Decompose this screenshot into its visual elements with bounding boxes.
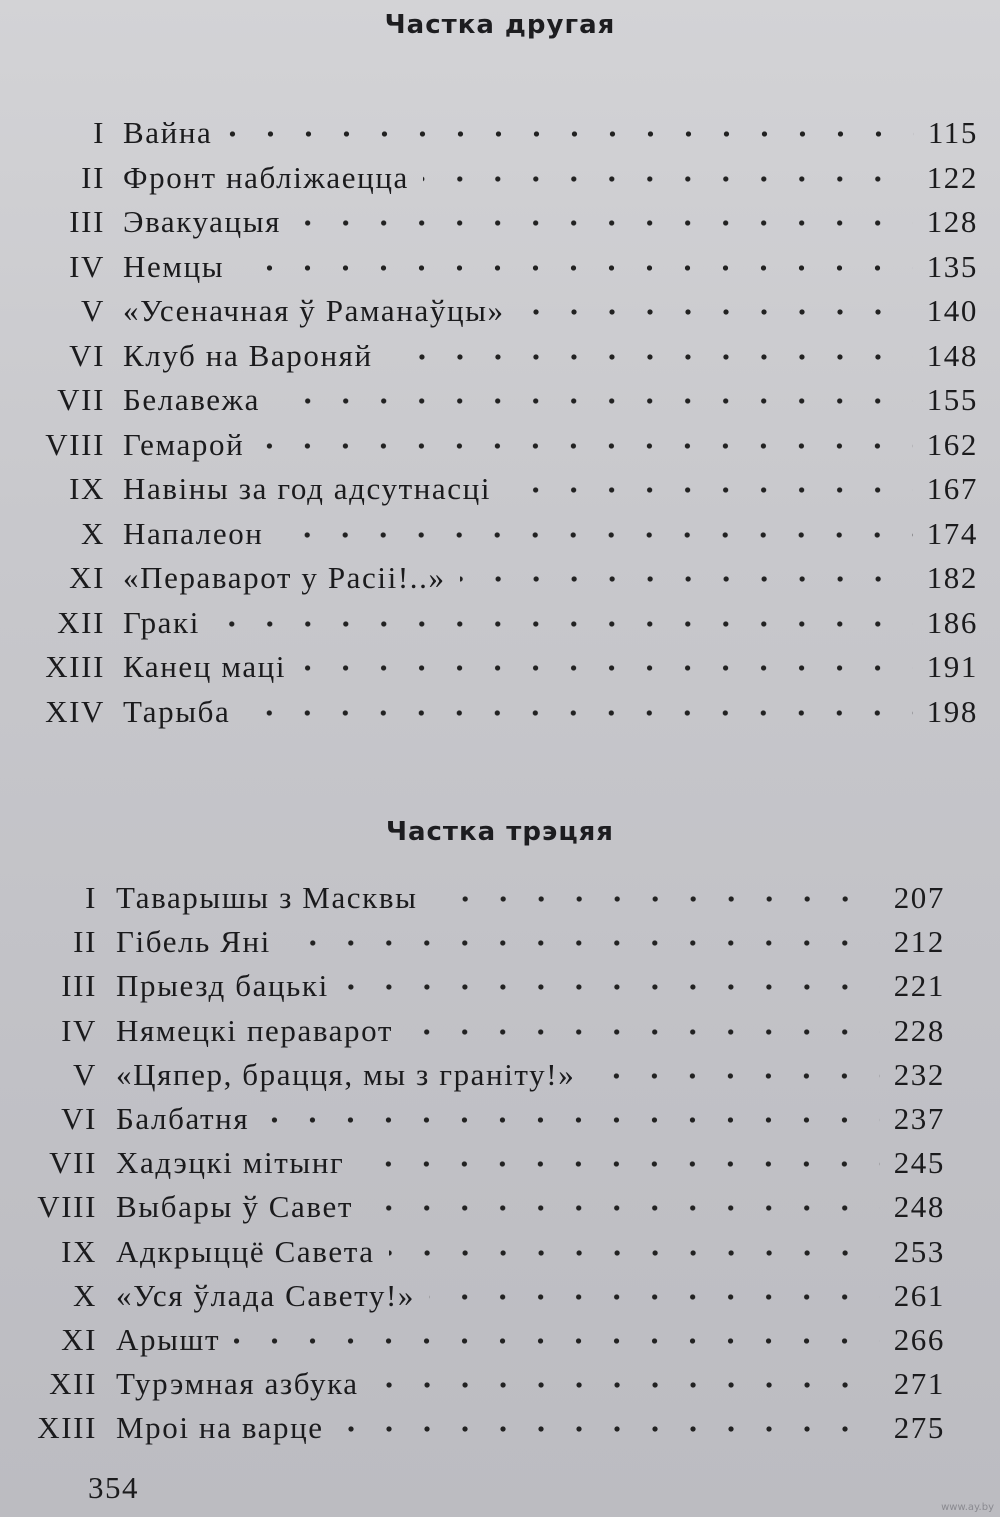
page-number: 221 <box>893 968 945 1004</box>
toc-entry <box>0 649 1000 694</box>
page-number: 245 <box>893 1145 945 1181</box>
page-number: 191 <box>926 649 978 684</box>
toc-entry <box>0 1101 1000 1145</box>
toc-entry <box>0 1410 1000 1454</box>
page-number: 155 <box>926 382 978 417</box>
chapter-number: VII <box>57 382 105 417</box>
page-number: 232 <box>893 1056 945 1092</box>
toc-entry <box>0 880 1000 924</box>
chapter-number: V <box>73 1056 97 1092</box>
page-number: 148 <box>926 337 978 373</box>
dot-leader <box>285 940 880 946</box>
chapter-number: VIII <box>45 426 105 462</box>
page-number: 275 <box>893 1410 945 1446</box>
chapter-number: VI <box>69 337 105 373</box>
page-number: 207 <box>893 880 945 915</box>
page-number: 228 <box>893 1012 945 1048</box>
page-number: 186 <box>926 604 978 640</box>
chapter-title: Балбатня <box>116 1100 250 1136</box>
dot-leader <box>373 1382 880 1388</box>
chapter-title: Белавежа <box>123 382 260 417</box>
page-number: 253 <box>893 1233 945 1269</box>
dot-leader <box>519 309 913 315</box>
page-number: 182 <box>926 560 978 595</box>
dot-leader <box>263 1117 879 1123</box>
chapter-title: Вайна <box>123 115 213 150</box>
toc-entry <box>0 338 1000 383</box>
part-two-heading: Частка другая <box>384 10 616 40</box>
dot-leader <box>338 1426 880 1432</box>
watermark: www.ay.by <box>941 1502 994 1513</box>
dot-leader <box>274 398 913 404</box>
chapter-number: VI <box>61 1100 97 1136</box>
page-number: 115 <box>927 115 978 150</box>
chapter-title: Гракі <box>123 604 200 640</box>
chapter-title: Адкрыццё Савета <box>116 1233 375 1269</box>
page-number: 167 <box>926 471 978 506</box>
chapter-number: XII <box>49 1366 97 1402</box>
dot-leader <box>277 532 912 538</box>
chapter-number: XII <box>57 604 105 640</box>
chapter-title: Мроі на варце <box>116 1410 324 1446</box>
chapter-number: VIII <box>37 1189 97 1225</box>
chapter-number: X <box>73 1277 97 1313</box>
chapter-title: Канец маці <box>123 649 287 684</box>
chapter-number: IV <box>61 1012 97 1048</box>
chapter-title: «Цяпер, брацця, мы з граніту!» <box>116 1056 576 1092</box>
page-number: 162 <box>926 426 978 462</box>
chapter-number: VII <box>49 1145 97 1181</box>
chapter-number: X <box>81 515 105 551</box>
chapter-number: II <box>81 159 105 195</box>
toc-entry <box>0 249 1000 294</box>
toc-entry <box>0 560 1000 605</box>
chapter-title: Гібель Яні <box>116 924 271 960</box>
chapter-title: Клуб на Вароняй <box>123 337 373 373</box>
chapter-number: XI <box>69 560 105 595</box>
toc-entry <box>0 427 1000 472</box>
toc-entry <box>0 968 1000 1012</box>
page-number: 212 <box>893 924 945 960</box>
chapter-number: V <box>81 293 105 328</box>
toc-entry <box>0 1322 1000 1366</box>
page-number: 198 <box>926 693 978 729</box>
chapter-title: Навіны за год адсутнасці <box>123 471 492 506</box>
page-number: 135 <box>926 248 978 284</box>
dot-leader <box>258 443 912 449</box>
dot-leader <box>234 1338 880 1344</box>
page-number: 140 <box>926 293 978 328</box>
dot-leader <box>505 487 913 493</box>
chapter-number: IX <box>69 471 105 506</box>
dot-leader <box>214 621 913 627</box>
chapter-title: Прыезд бацькі <box>116 968 329 1004</box>
page-number: 261 <box>893 1277 945 1313</box>
chapter-number: XI <box>61 1321 97 1357</box>
toc-entry <box>0 1189 1000 1233</box>
chapter-title: Тарыба <box>123 693 231 729</box>
dot-leader <box>300 665 913 671</box>
chapter-title: Выбары ў Савет <box>116 1189 353 1225</box>
page-number: 237 <box>893 1100 945 1136</box>
toc-entry <box>0 382 1000 427</box>
dot-leader <box>460 576 913 582</box>
dot-leader <box>343 984 880 990</box>
chapter-number: I <box>93 115 105 150</box>
toc-entry <box>0 694 1000 739</box>
part-three-heading: Частка трэцяя <box>385 817 615 847</box>
toc-entry <box>0 924 1000 968</box>
dot-leader <box>429 1294 880 1300</box>
chapter-title: «Усеначная ў Раманаўцы» <box>123 293 505 328</box>
toc-entry <box>0 516 1000 561</box>
chapter-title: Турэмная азбука <box>116 1366 359 1402</box>
toc-entry <box>0 1234 1000 1278</box>
dot-leader <box>295 220 913 226</box>
dot-leader <box>226 131 913 137</box>
chapter-number: XIII <box>37 1410 97 1446</box>
chapter-number: IX <box>61 1233 97 1269</box>
dot-leader <box>432 896 880 902</box>
toc-entry <box>0 115 1000 160</box>
toc-entry <box>0 1057 1000 1101</box>
chapter-number: I <box>85 880 97 915</box>
chapter-title: Немцы <box>123 248 225 284</box>
chapter-title: «Пераварот у Расіі!..» <box>123 560 446 595</box>
toc-entry <box>0 293 1000 338</box>
page-number: 122 <box>926 159 978 195</box>
toc-entry <box>0 160 1000 205</box>
dot-leader <box>358 1161 879 1167</box>
page-number: 271 <box>893 1366 945 1402</box>
chapter-title: Таварышы з Масквы <box>116 880 418 915</box>
dot-leader <box>389 1250 880 1256</box>
toc-entry <box>0 204 1000 249</box>
dot-leader <box>238 265 913 271</box>
chapter-title: Гемарой <box>123 426 245 462</box>
toc-entry <box>0 605 1000 650</box>
toc-entry <box>0 1366 1000 1410</box>
dot-leader <box>244 710 912 716</box>
chapter-number: IV <box>69 248 105 284</box>
page-number: 266 <box>893 1321 945 1357</box>
page-number: 128 <box>926 204 978 239</box>
chapter-number: II <box>73 924 97 960</box>
part-three-contents <box>0 880 1000 1454</box>
chapter-number: III <box>61 968 97 1004</box>
toc-entry <box>0 471 1000 516</box>
toc-entry <box>0 1278 1000 1322</box>
page-number: 248 <box>893 1189 945 1225</box>
chapter-title: «Уся ўлада Савету!» <box>116 1277 416 1313</box>
chapter-title: Арышт <box>116 1321 221 1357</box>
toc-entry <box>0 1145 1000 1189</box>
chapter-number: III <box>69 204 105 239</box>
toc-entry <box>0 1013 1000 1057</box>
dot-leader <box>387 354 913 360</box>
chapter-title: Нямецкі пераварот <box>116 1012 393 1048</box>
chapter-title: Напалеон <box>123 515 264 551</box>
page-number: 174 <box>926 515 978 551</box>
dot-leader <box>407 1029 880 1035</box>
page-folio: 354 <box>88 1470 139 1505</box>
dot-leader <box>423 176 913 182</box>
chapter-title: Хадэцкі мітынг <box>116 1145 345 1181</box>
chapter-number: XIV <box>45 693 105 729</box>
chapter-title: Фронт набліжаецца <box>123 159 409 195</box>
chapter-number: XIII <box>45 649 105 684</box>
part-two-contents <box>0 115 1000 738</box>
dot-leader <box>589 1073 879 1079</box>
dot-leader <box>367 1205 880 1211</box>
chapter-title: Эвакуацыя <box>123 204 282 239</box>
